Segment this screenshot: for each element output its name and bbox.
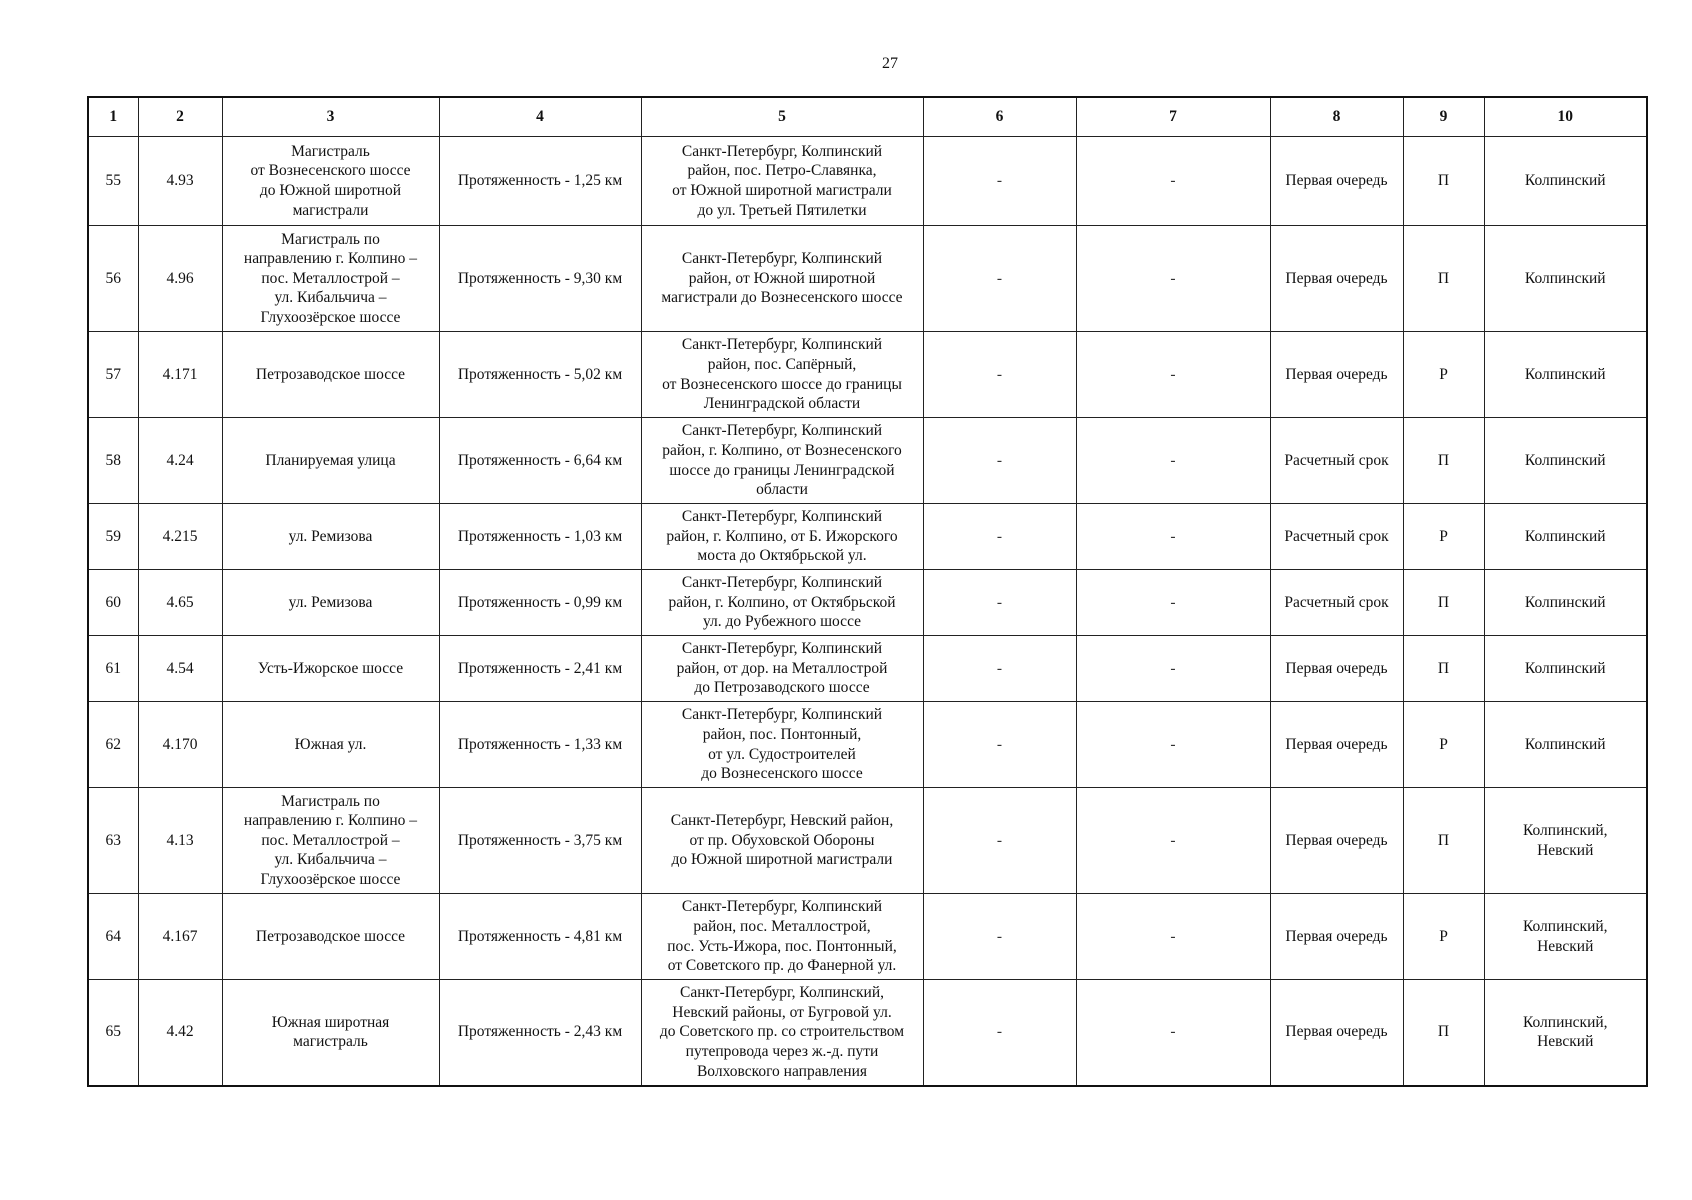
cell-district: Колпинский bbox=[1484, 702, 1647, 788]
cell-length: Протяженность - 2,43 км bbox=[439, 980, 641, 1086]
cell-location: Санкт-Петербург, Колпинский район, от дор. на Металлострой до Петрозаводского шоссе bbox=[641, 636, 923, 702]
table-row bbox=[88, 788, 1647, 894]
cell-col7: - bbox=[1076, 226, 1270, 332]
cell-stage: Первая очередь bbox=[1270, 226, 1403, 332]
cell-col6: - bbox=[923, 418, 1076, 504]
cell-district: Колпинский bbox=[1484, 137, 1647, 226]
cell-stage: Первая очередь bbox=[1270, 894, 1403, 980]
column-header-7: 7 bbox=[1076, 97, 1270, 137]
table-row bbox=[88, 980, 1647, 1086]
cell-location: Санкт-Петербург, Колпинский район, г. Колпино, от Октябрьской ул. до Рубежного шоссе bbox=[641, 570, 923, 636]
cell-stage: Первая очередь bbox=[1270, 137, 1403, 226]
cell-code: 4.24 bbox=[138, 418, 222, 504]
cell-col7: - bbox=[1076, 570, 1270, 636]
cell-type: Р bbox=[1403, 332, 1484, 418]
cell-length: Протяженность - 1,25 км bbox=[439, 137, 641, 226]
cell-row-number: 65 bbox=[88, 980, 138, 1086]
cell-col7: - bbox=[1076, 894, 1270, 980]
table-row bbox=[88, 226, 1647, 332]
cell-length: Протяженность - 3,75 км bbox=[439, 788, 641, 894]
table-row bbox=[88, 894, 1647, 980]
cell-row-number: 62 bbox=[88, 702, 138, 788]
table-row bbox=[88, 702, 1647, 788]
cell-length: Протяженность - 1,03 км bbox=[439, 504, 641, 570]
cell-district: Колпинский bbox=[1484, 418, 1647, 504]
cell-type: Р bbox=[1403, 504, 1484, 570]
cell-district: Колпинский, Невский bbox=[1484, 894, 1647, 980]
cell-col6: - bbox=[923, 332, 1076, 418]
cell-col6: - bbox=[923, 894, 1076, 980]
cell-length: Протяженность - 2,41 км bbox=[439, 636, 641, 702]
cell-code: 4.65 bbox=[138, 570, 222, 636]
cell-col6: - bbox=[923, 137, 1076, 226]
cell-location: Санкт-Петербург, Колпинский район, г. Колпино, от Вознесенского шоссе до границы Ленинградской области bbox=[641, 418, 923, 504]
cell-code: 4.96 bbox=[138, 226, 222, 332]
cell-object-name: Усть-Ижорское шоссе bbox=[222, 636, 439, 702]
column-header-5: 5 bbox=[641, 97, 923, 137]
cell-col7: - bbox=[1076, 636, 1270, 702]
cell-district: Колпинский, Невский bbox=[1484, 980, 1647, 1086]
table-row bbox=[88, 418, 1647, 504]
cell-type: П bbox=[1403, 636, 1484, 702]
cell-stage: Расчетный срок bbox=[1270, 418, 1403, 504]
column-header-3: 3 bbox=[222, 97, 439, 137]
cell-object-name: Магистраль от Вознесенского шоссе до Южной широтной магистрали bbox=[222, 137, 439, 226]
cell-stage: Первая очередь bbox=[1270, 702, 1403, 788]
cell-location: Санкт-Петербург, Колпинский район, пос. Сапёрный, от Вознесенского шоссе до границы Ленинградской области bbox=[641, 332, 923, 418]
cell-code: 4.167 bbox=[138, 894, 222, 980]
cell-row-number: 56 bbox=[88, 226, 138, 332]
column-header-2: 2 bbox=[138, 97, 222, 137]
cell-district: Колпинский bbox=[1484, 504, 1647, 570]
cell-district: Колпинский bbox=[1484, 636, 1647, 702]
cell-code: 4.13 bbox=[138, 788, 222, 894]
table-row bbox=[88, 504, 1647, 570]
cell-stage: Первая очередь bbox=[1270, 332, 1403, 418]
cell-location: Санкт-Петербург, Невский район, от пр. Обуховской Обороны до Южной широтной магистрали bbox=[641, 788, 923, 894]
cell-object-name: Магистраль по направлению г. Колпино – пос. Металлострой – ул. Кибальчича – Глухоозёрское шоссе bbox=[222, 788, 439, 894]
cell-length: Протяженность - 6,64 км bbox=[439, 418, 641, 504]
cell-object-name: ул. Ремизова bbox=[222, 504, 439, 570]
column-header-8: 8 bbox=[1270, 97, 1403, 137]
cell-code: 4.93 bbox=[138, 137, 222, 226]
cell-code: 4.42 bbox=[138, 980, 222, 1086]
cell-location: Санкт-Петербург, Колпинский район, пос. Металлострой, пос. Усть-Ижора, пос. Понтонный, от Советского пр. до Фанерной ул. bbox=[641, 894, 923, 980]
cell-location: Санкт-Петербург, Колпинский, Невский районы, от Бугровой ул. до Советского пр. со строительством путепровода через ж.-д. пути Волховского направления bbox=[641, 980, 923, 1086]
cell-object-name: Планируемая улица bbox=[222, 418, 439, 504]
cell-row-number: 55 bbox=[88, 137, 138, 226]
cell-stage: Первая очередь bbox=[1270, 788, 1403, 894]
cell-district: Колпинский bbox=[1484, 226, 1647, 332]
cell-type: Р bbox=[1403, 894, 1484, 980]
cell-stage: Расчетный срок bbox=[1270, 570, 1403, 636]
cell-col7: - bbox=[1076, 332, 1270, 418]
cell-location: Санкт-Петербург, Колпинский район, г. Колпино, от Б. Ижорского моста до Октябрьской ул. bbox=[641, 504, 923, 570]
cell-district: Колпинский, Невский bbox=[1484, 788, 1647, 894]
column-header-1: 1 bbox=[88, 97, 138, 137]
cell-code: 4.171 bbox=[138, 332, 222, 418]
cell-row-number: 59 bbox=[88, 504, 138, 570]
cell-stage: Первая очередь bbox=[1270, 980, 1403, 1086]
column-header-4: 4 bbox=[439, 97, 641, 137]
cell-type: П bbox=[1403, 418, 1484, 504]
cell-district: Колпинский bbox=[1484, 332, 1647, 418]
cell-row-number: 63 bbox=[88, 788, 138, 894]
cell-object-name: Магистраль по направлению г. Колпино – пос. Металлострой – ул. Кибальчича – Глухоозёрское шоссе bbox=[222, 226, 439, 332]
cell-type: П bbox=[1403, 137, 1484, 226]
cell-length: Протяженность - 5,02 км bbox=[439, 332, 641, 418]
table-row bbox=[88, 332, 1647, 418]
cell-stage: Первая очередь bbox=[1270, 636, 1403, 702]
cell-length: Протяженность - 1,33 км bbox=[439, 702, 641, 788]
cell-location: Санкт-Петербург, Колпинский район, пос. Петро-Славянка, от Южной широтной магистрали до ул. Третьей Пятилетки bbox=[641, 137, 923, 226]
cell-col7: - bbox=[1076, 504, 1270, 570]
cell-col6: - bbox=[923, 570, 1076, 636]
cell-type: П bbox=[1403, 226, 1484, 332]
cell-col6: - bbox=[923, 788, 1076, 894]
cell-col7: - bbox=[1076, 702, 1270, 788]
cell-row-number: 61 bbox=[88, 636, 138, 702]
column-header-9: 9 bbox=[1403, 97, 1484, 137]
cell-col6: - bbox=[923, 636, 1076, 702]
cell-type: Р bbox=[1403, 702, 1484, 788]
cell-object-name: Петрозаводское шоссе bbox=[222, 894, 439, 980]
cell-length: Протяженность - 4,81 км bbox=[439, 894, 641, 980]
cell-row-number: 58 bbox=[88, 418, 138, 504]
data-table bbox=[87, 96, 1648, 1087]
header-row bbox=[88, 97, 1647, 137]
cell-col6: - bbox=[923, 702, 1076, 788]
cell-row-number: 60 bbox=[88, 570, 138, 636]
cell-col7: - bbox=[1076, 418, 1270, 504]
cell-col7: - bbox=[1076, 980, 1270, 1086]
cell-row-number: 64 bbox=[88, 894, 138, 980]
cell-code: 4.215 bbox=[138, 504, 222, 570]
cell-district: Колпинский bbox=[1484, 570, 1647, 636]
cell-row-number: 57 bbox=[88, 332, 138, 418]
cell-col7: - bbox=[1076, 788, 1270, 894]
table-header bbox=[88, 97, 1647, 137]
cell-type: П bbox=[1403, 570, 1484, 636]
cell-type: П bbox=[1403, 980, 1484, 1086]
table-row bbox=[88, 636, 1647, 702]
cell-type: П bbox=[1403, 788, 1484, 894]
cell-col6: - bbox=[923, 226, 1076, 332]
cell-length: Протяженность - 9,30 км bbox=[439, 226, 641, 332]
cell-object-name: Южная широтная магистраль bbox=[222, 980, 439, 1086]
cell-object-name: Южная ул. bbox=[222, 702, 439, 788]
table-body bbox=[88, 137, 1647, 1086]
cell-length: Протяженность - 0,99 км bbox=[439, 570, 641, 636]
cell-location: Санкт-Петербург, Колпинский район, от Южной широтной магистрали до Вознесенского шоссе bbox=[641, 226, 923, 332]
cell-code: 4.54 bbox=[138, 636, 222, 702]
table-row bbox=[88, 570, 1647, 636]
cell-object-name: Петрозаводское шоссе bbox=[222, 332, 439, 418]
column-header-6: 6 bbox=[923, 97, 1076, 137]
cell-location: Санкт-Петербург, Колпинский район, пос. Понтонный, от ул. Судостроителей до Вознесенского шоссе bbox=[641, 702, 923, 788]
cell-col6: - bbox=[923, 504, 1076, 570]
table-row bbox=[88, 137, 1647, 226]
cell-stage: Расчетный срок bbox=[1270, 504, 1403, 570]
cell-object-name: ул. Ремизова bbox=[222, 570, 439, 636]
page-number: 27 bbox=[882, 55, 898, 72]
cell-col6: - bbox=[923, 980, 1076, 1086]
cell-code: 4.170 bbox=[138, 702, 222, 788]
cell-col7: - bbox=[1076, 137, 1270, 226]
column-header-10: 10 bbox=[1484, 97, 1647, 137]
